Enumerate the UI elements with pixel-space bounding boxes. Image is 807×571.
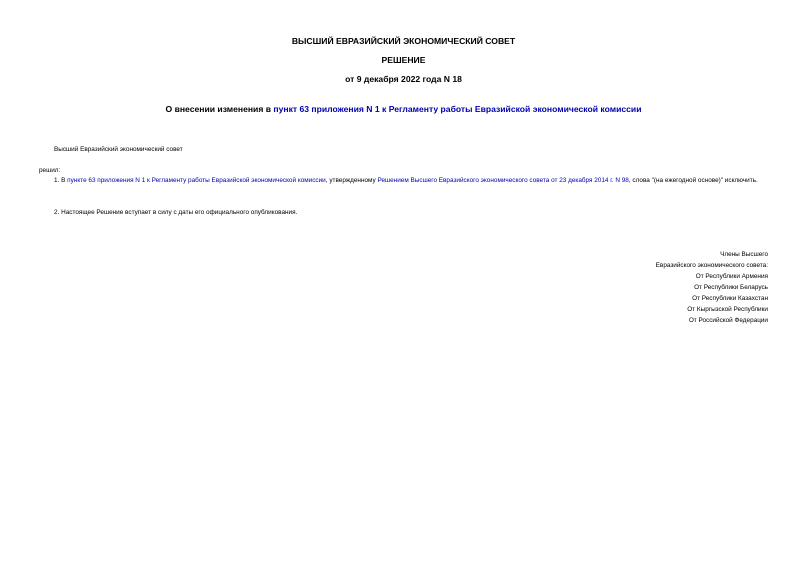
council-heading: ВЫСШИЙ ЕВРАЗИЙСКИЙ ЭКОНОМИЧЕСКИЙ СОВЕТ [291,36,516,46]
paragraph-1-middle: , утвержденному [325,177,378,184]
resolved-label: решил: [39,167,61,174]
signature-member-belarus: От Республики Беларусь [694,284,768,291]
regulation-point-link[interactable]: пункте 63 приложения N 1 к Регламенту работы Евразийской экономической комиссии [67,177,326,184]
signature-member-armenia: От Республики Армения [695,273,768,280]
document-title-prefix: О внесении изменения в [165,104,274,114]
document-date-number: от 9 декабря 2022 года N 18 [345,74,462,84]
signature-member-russia: От Российской Федерации [688,317,768,324]
paragraph-1 [39,176,768,187]
paragraph-1-prefix: 1. В [54,177,68,184]
signature-block [656,249,768,326]
council-decision-link[interactable]: Решением Высшего Евразийского экономического совета от 23 декабря 2014 г. N 98 [377,177,629,184]
preamble: Высший Евразийский экономический совет [54,146,183,153]
document-title [0,104,807,115]
document-title-link[interactable]: пункт 63 приложения N 1 к Регламенту работы Евразийской экономической комиссии [273,104,642,114]
signature-member-kyrgyzstan: От Кыргызской Республики [687,306,768,313]
signature-member-kazakhstan: От Республики Казахстан [692,295,768,302]
paragraph-1-suffix: , слова "(на ежегодной основе)" исключить. [628,177,758,184]
paragraph-2: 2. Настоящее Решение вступает в силу с даты его официального опубликования. [54,209,298,216]
signature-heading-line-1: Члены Высшего [720,251,768,258]
document-type: РЕШЕНИЕ [381,55,426,65]
signature-heading-line-2: Евразийского экономического совета: [655,262,768,269]
